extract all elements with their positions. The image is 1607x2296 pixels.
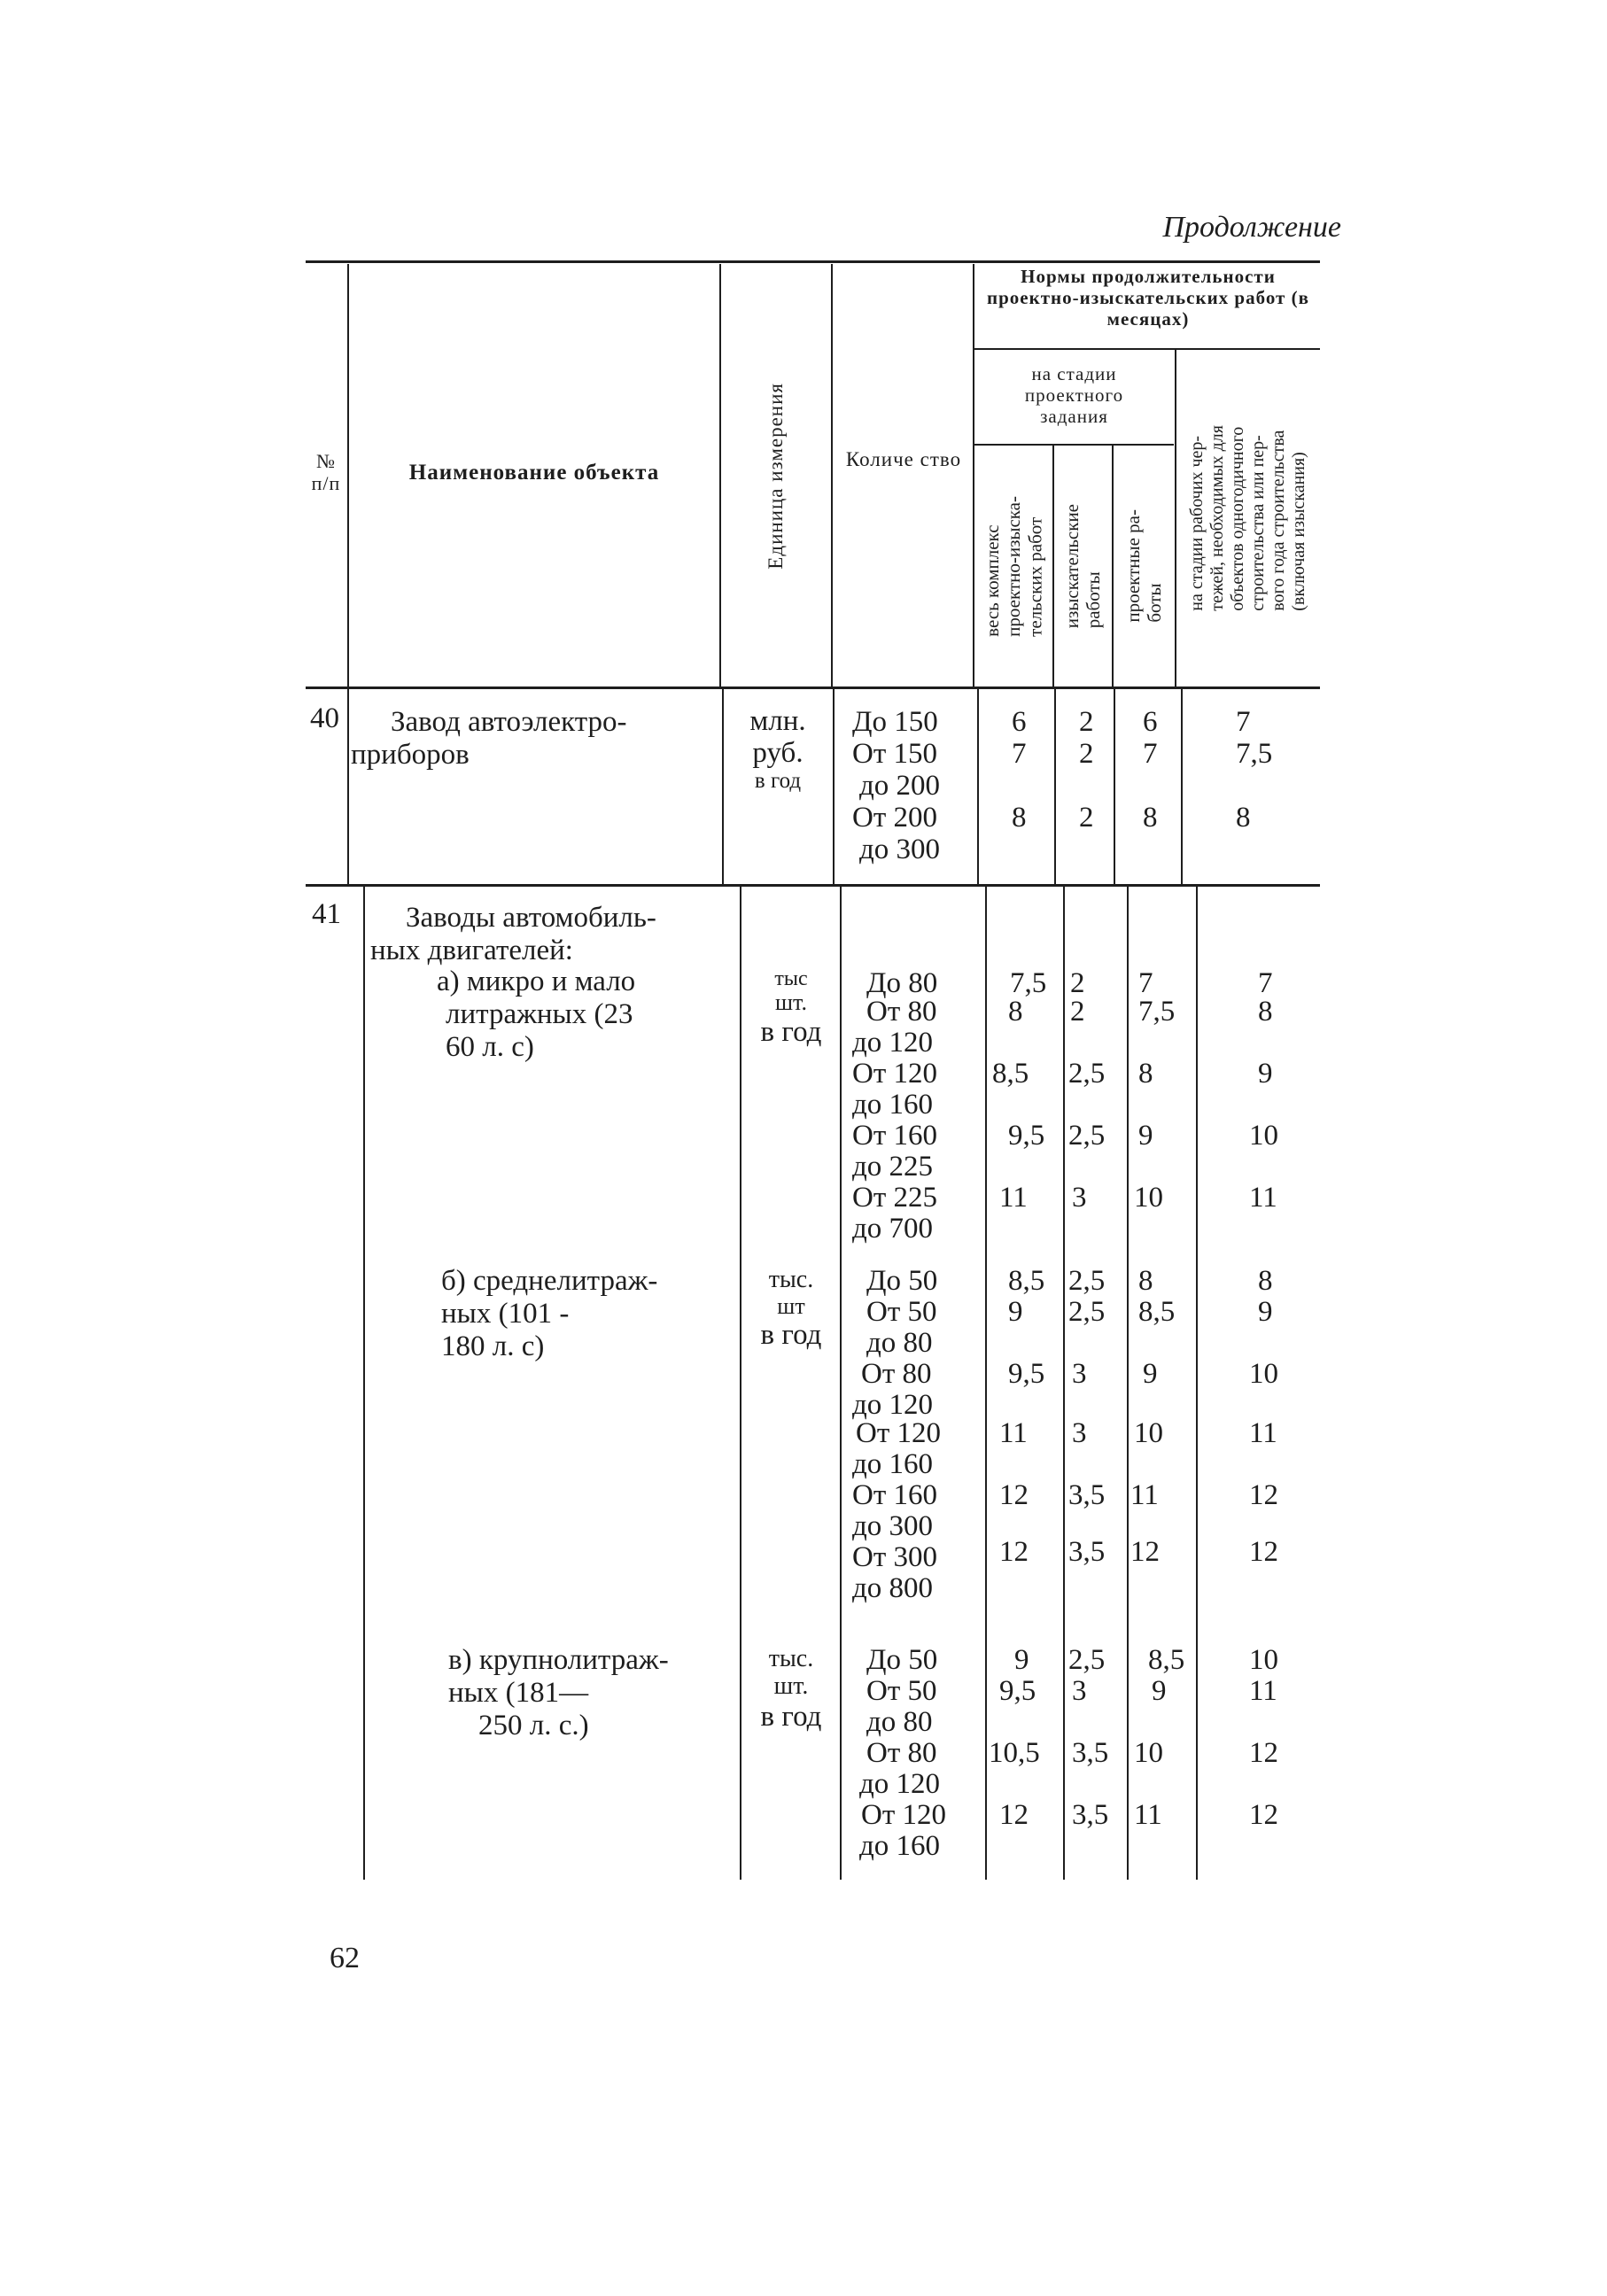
col-divider <box>1127 886 1129 1880</box>
total-months-cell: 11 <box>999 1182 1028 1214</box>
total-months-cell: 12 <box>999 1799 1029 1831</box>
design-months-cell: 7 <box>1138 967 1153 999</box>
total-months-cell: 7,5 <box>1010 967 1047 999</box>
total-months-cell: 9 <box>1014 1644 1029 1676</box>
total-months-cell: 7 <box>1012 738 1027 770</box>
survey-months-cell: 2,5 <box>1068 1058 1106 1090</box>
qty-cell: От 50 <box>866 1296 937 1328</box>
total-months-cell: 8,5 <box>992 1058 1029 1090</box>
qty-cell: До 150 <box>852 706 938 738</box>
object-name: Завод автоэлектро- приборов <box>351 706 627 771</box>
header-bottom-rule <box>306 686 1320 689</box>
qty-cell: до 300 <box>852 1510 934 1542</box>
working-months-cell: 8 <box>1258 1265 1273 1297</box>
col-divider <box>363 886 365 1880</box>
survey-months-cell: 3 <box>1072 1182 1087 1214</box>
col-divider <box>722 689 724 886</box>
survey-months-cell: 3 <box>1072 1358 1087 1390</box>
col-divider <box>985 886 987 1880</box>
design-months-cell: 11 <box>1130 1479 1159 1511</box>
continuation-label: Продолжение <box>1162 211 1341 244</box>
row-num: 40 <box>310 702 339 734</box>
qty-cell: до 120 <box>852 1389 934 1421</box>
row-num: 41 <box>312 898 341 930</box>
total-months-cell: 6 <box>1012 706 1027 738</box>
unit-cell: тыс шт. в год <box>760 967 822 1048</box>
survey-months-cell: 3,5 <box>1072 1737 1109 1769</box>
qty-cell: до 120 <box>859 1768 941 1800</box>
working-months-cell: 12 <box>1249 1799 1278 1831</box>
total-months-cell: 9,5 <box>999 1675 1036 1707</box>
qty-cell: До 50 <box>866 1265 938 1297</box>
header-num: № п/п <box>311 450 341 495</box>
qty-cell: От 160 <box>852 1479 938 1511</box>
total-months-cell: 11 <box>999 1417 1028 1449</box>
working-months-cell: 9 <box>1258 1058 1273 1090</box>
qty-cell: От 80 <box>866 996 937 1028</box>
qty-cell: до 160 <box>859 1830 941 1862</box>
qty-cell: От 120 <box>856 1417 942 1449</box>
header-col-survey: изыскательские работы <box>1061 503 1105 629</box>
qty-cell: до 800 <box>852 1572 934 1604</box>
working-months-cell: 7,5 <box>1236 738 1273 770</box>
design-months-cell: 8,5 <box>1138 1296 1176 1328</box>
working-months-cell: 11 <box>1249 1417 1277 1449</box>
qty-cell: От 150 <box>852 738 938 770</box>
total-months-cell: 10,5 <box>989 1737 1040 1769</box>
survey-months-cell: 2 <box>1070 996 1085 1028</box>
survey-months-cell: 2 <box>1079 802 1094 834</box>
qty-cell: до 160 <box>852 1089 934 1121</box>
total-months-cell: 8 <box>1008 996 1023 1028</box>
header-stage-project: на стадии проектного задания <box>1024 363 1124 428</box>
design-months-cell: 10 <box>1134 1737 1163 1769</box>
total-months-cell: 12 <box>999 1536 1029 1568</box>
qty-cell: До 80 <box>866 967 938 999</box>
qty-cell: до 160 <box>852 1448 934 1480</box>
col-divider <box>1196 886 1198 1880</box>
table-top-rule <box>306 260 1320 263</box>
header-col-working: на стадии рабочих чер- тежей, необходимых для объектов одногодичного строительства или пер- вого года строительства (включая изыскания) <box>1187 425 1308 611</box>
survey-months-cell: 2,5 <box>1068 1296 1106 1328</box>
qty-cell: До 50 <box>866 1644 938 1676</box>
col-divider <box>833 689 835 886</box>
qty-cell: От 200 <box>852 802 938 834</box>
header-qty: Количе ство <box>845 448 962 470</box>
survey-months-cell: 3,5 <box>1068 1479 1106 1511</box>
total-months-cell: 8 <box>1012 802 1027 834</box>
total-months-cell: 8,5 <box>1008 1265 1045 1297</box>
qty-cell: От 300 <box>852 1541 938 1573</box>
header-col-total: весь комплекс проектно-изыска- тельских работ <box>981 495 1046 637</box>
header-unit: Единица измерения <box>764 382 787 570</box>
design-months-cell: 8 <box>1138 1058 1153 1090</box>
working-months-cell: 12 <box>1249 1479 1278 1511</box>
design-months-cell: 12 <box>1130 1536 1160 1568</box>
qty-cell: От 225 <box>852 1182 938 1214</box>
design-months-cell: 10 <box>1134 1417 1163 1449</box>
design-months-cell: 8 <box>1138 1265 1153 1297</box>
unit-cell: тыс. шт в год <box>760 1266 822 1352</box>
subsection-name: б) среднелитраж- ных (101 - 180 л. с) <box>441 1265 658 1362</box>
working-months-cell: 8 <box>1258 996 1273 1028</box>
survey-months-cell: 2 <box>1079 738 1094 770</box>
qty-cell: до 225 <box>852 1151 934 1183</box>
working-months-cell: 10 <box>1249 1358 1278 1390</box>
qty-cell: От 120 <box>852 1058 938 1090</box>
working-months-cell: 8 <box>1236 802 1251 834</box>
design-months-cell: 7 <box>1143 738 1158 770</box>
design-months-cell: 10 <box>1134 1182 1163 1214</box>
design-months-cell: 8 <box>1143 802 1158 834</box>
total-months-cell: 9 <box>1008 1296 1023 1328</box>
survey-months-cell: 3,5 <box>1072 1799 1109 1831</box>
design-months-cell: 9 <box>1138 1120 1153 1152</box>
qty-cell: От 80 <box>866 1737 937 1769</box>
qty-cell: до 200 <box>859 770 941 802</box>
subsection-name: в) крупнолитраж- ных (181— 250 л. с.) <box>448 1644 669 1741</box>
header-name: Наименование объекта <box>408 461 660 485</box>
survey-months-cell: 3,5 <box>1068 1536 1106 1568</box>
design-months-cell: 8,5 <box>1148 1644 1185 1676</box>
stage-header-rule <box>974 444 1174 446</box>
section-divider-rule <box>306 884 1320 887</box>
working-months-cell: 11 <box>1249 1182 1277 1214</box>
design-months-cell: 7,5 <box>1138 996 1176 1028</box>
survey-months-cell: 2,5 <box>1068 1265 1106 1297</box>
working-months-cell: 9 <box>1258 1296 1273 1328</box>
working-months-cell: 10 <box>1249 1644 1278 1676</box>
col-divider <box>1063 886 1065 1880</box>
col-divider <box>1114 689 1115 886</box>
qty-cell: до 80 <box>866 1706 933 1738</box>
design-months-cell: 6 <box>1143 706 1158 738</box>
col-divider <box>840 886 842 1880</box>
col-divider <box>977 689 979 886</box>
survey-months-cell: 2,5 <box>1068 1644 1106 1676</box>
working-months-cell: 12 <box>1249 1536 1278 1568</box>
object-name: Заводы автомобиль- ных двигателей: <box>370 902 656 966</box>
header-norms: Нормы продолжительности проектно-изыскательских работ (в месяцах) <box>987 266 1309 330</box>
header-col-design: проектные ра- боты <box>1122 509 1166 623</box>
working-months-cell: 7 <box>1236 706 1251 738</box>
norms-header-rule <box>974 348 1320 350</box>
total-months-cell: 9,5 <box>1008 1120 1045 1152</box>
design-months-cell: 9 <box>1143 1358 1158 1390</box>
qty-cell: до 80 <box>866 1327 933 1359</box>
working-months-cell: 7 <box>1258 967 1273 999</box>
total-months-cell: 12 <box>999 1479 1029 1511</box>
design-months-cell: 9 <box>1152 1675 1167 1707</box>
working-months-cell: 10 <box>1249 1120 1278 1152</box>
survey-months-cell: 3 <box>1072 1675 1087 1707</box>
survey-months-cell: 2 <box>1070 967 1085 999</box>
survey-months-cell: 2 <box>1079 706 1094 738</box>
qty-cell: От 50 <box>866 1675 937 1707</box>
qty-cell: до 120 <box>852 1027 934 1059</box>
working-months-cell: 11 <box>1249 1675 1277 1707</box>
subsection-name: а) микро и мало литражных (23 60 л. с) <box>437 966 636 1063</box>
design-months-cell: 11 <box>1134 1799 1162 1831</box>
col-divider <box>347 689 349 886</box>
working-months-cell: 12 <box>1249 1737 1278 1769</box>
col-divider <box>740 886 741 1880</box>
qty-cell: до 300 <box>859 834 941 865</box>
col-divider <box>1054 689 1056 886</box>
qty-cell: до 700 <box>852 1213 934 1245</box>
qty-cell: От 160 <box>852 1120 938 1152</box>
qty-cell: От 80 <box>861 1358 932 1390</box>
page-number: 62 <box>330 1942 360 1974</box>
survey-months-cell: 2,5 <box>1068 1120 1106 1152</box>
qty-cell: От 120 <box>861 1799 947 1831</box>
unit-cell: млн. руб. в год <box>749 705 806 794</box>
total-months-cell: 9,5 <box>1008 1358 1045 1390</box>
survey-months-cell: 3 <box>1072 1417 1087 1449</box>
col-divider <box>831 264 833 687</box>
unit-cell: тыс. шт. в год <box>760 1645 822 1733</box>
col-divider <box>1181 689 1183 886</box>
